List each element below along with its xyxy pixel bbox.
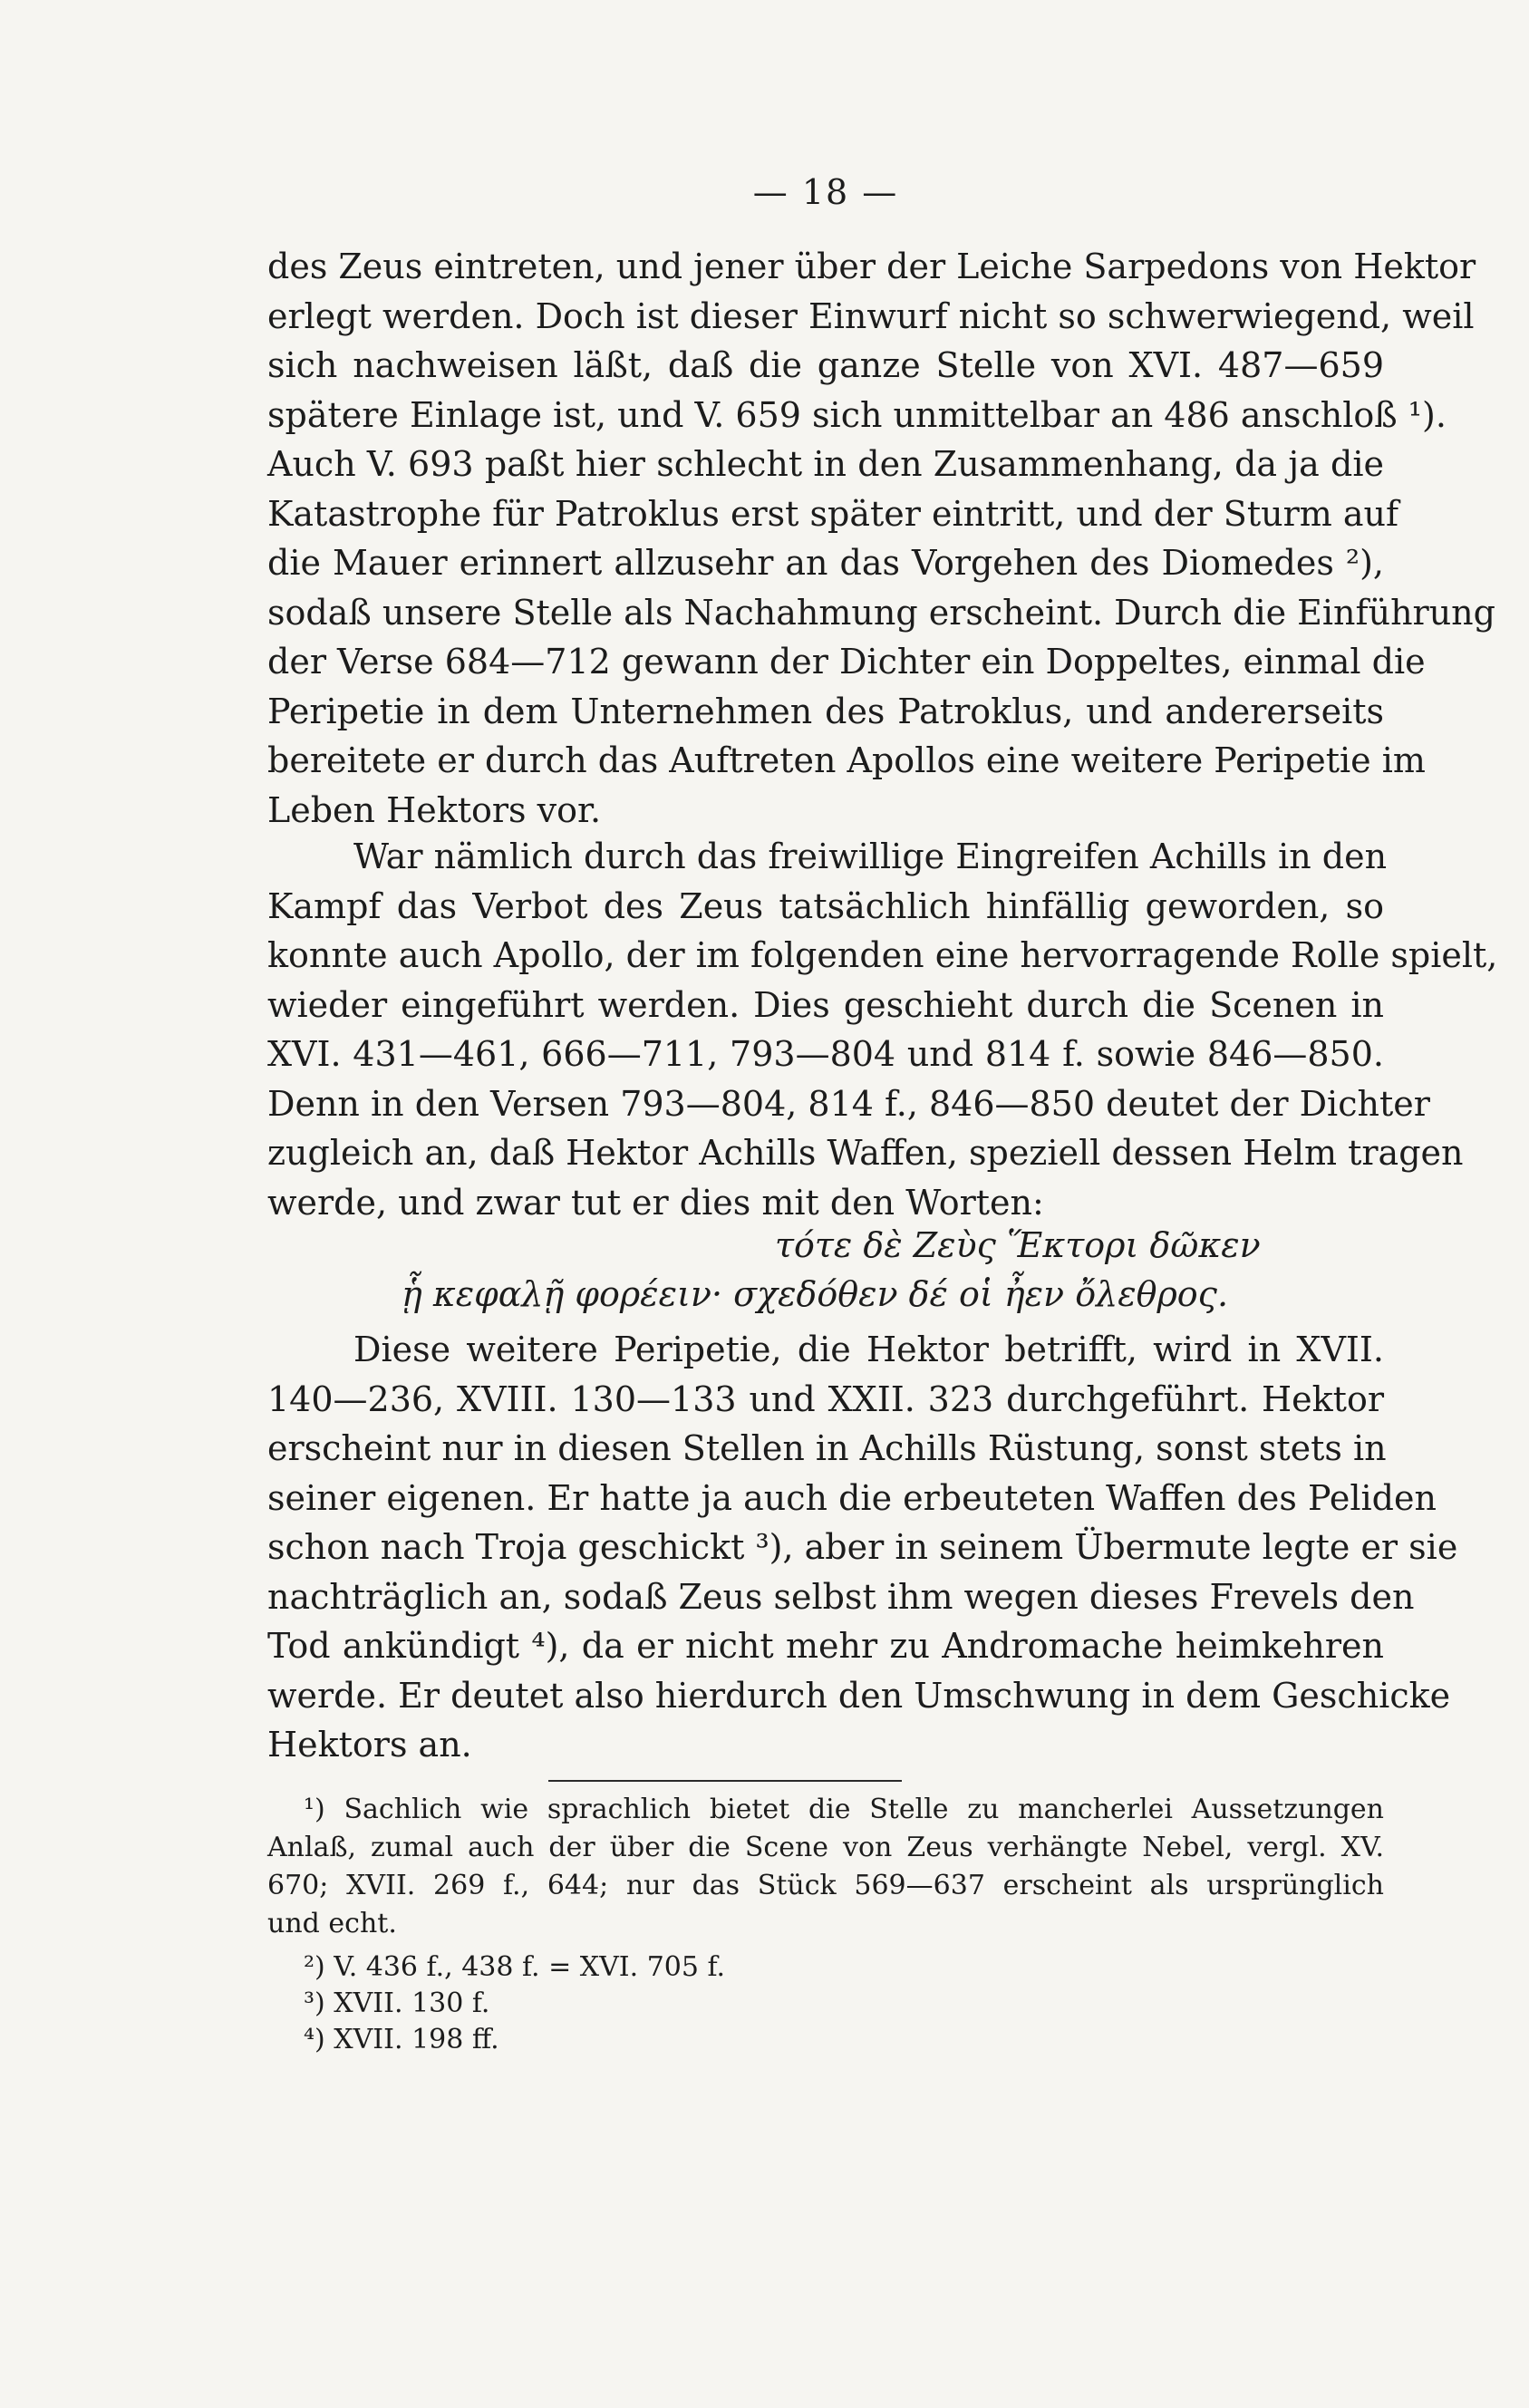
footnote-line: 670; XVII. 269 f., 644; nur das Stück 569—637 erscheint als ursprünglich: [267, 1870, 1384, 1901]
text-line: werde. Er deutet also hierdurch den Umschwung in dem Geschicke: [267, 1675, 1451, 1716]
text-line: wieder eingeführt werden. Dies geschieht durch die Scenen in: [267, 984, 1384, 1025]
footnote-line: ⁴) XVII. 198 ff.: [304, 2024, 499, 2055]
footnote-3: [304, 1985, 1420, 2023]
text-line: konnte auch Apollo, der im folgenden eine hervorragende Rolle spielt,: [267, 935, 1498, 975]
text-line: Diese weitere Peripetie, die Hektor betrifft, wird in XVII.: [353, 1330, 1384, 1369]
footnote-line: Anlaß, zumal auch der über die Scene von Zeus verhängte Nebel, vergl. XV.: [267, 1832, 1384, 1863]
text-line: 140—236, XVIII. 130—133 und XXII. 323 durchgeführt. Hektor: [267, 1378, 1384, 1419]
footnote-line: und echt.: [267, 1908, 397, 1939]
text-line: die Mauer erinnert allzusehr an das Vorgehen des Diomedes ²),: [267, 543, 1384, 583]
paragraph-3: [267, 1325, 1458, 1770]
text-line: Peripetie in dem Unternehmen des Patroklus, und andererseits: [267, 691, 1384, 731]
paragraph-2: [267, 832, 1498, 1227]
footnote-4: [304, 2021, 1420, 2059]
greek-verse-line-1: τότε δὲ Ζεὺς Ἕκτορι δῶκεν: [775, 1225, 1261, 1265]
text-line: des Zeus eintreten, und jener über der Leiche Sarpedons von Hektor: [267, 247, 1476, 286]
paragraph-1: [267, 242, 1495, 835]
text-line: Auch V. 693 paßt hier schlecht in den Zusammenhang, da ja die: [267, 444, 1384, 484]
text-line: Kampf das Verbot des Zeus tatsächlich hinfällig geworden, so: [267, 885, 1384, 926]
text-line: bereitete er durch das Auftreten Apollos eine weitere Peripetie im: [267, 740, 1426, 780]
text-line: zugleich an, daß Hektor Achills Waffen, speziell dessen Helm tragen: [267, 1133, 1464, 1173]
greek-verse-line-2: ᾗ κεφαλῇ φορέειν· σχεδόθεν δέ οἱ ἦεν ὄλεθρος.: [402, 1274, 1229, 1314]
text-line: der Verse 684—712 gewann der Dichter ein Doppeltes, einmal die: [267, 642, 1426, 682]
text-line: nachträglich an, sodaß Zeus selbst ihm wegen dieses Frevels den: [267, 1576, 1415, 1617]
text-line: War nämlich durch das freiwillige Eingreifen Achills in den: [353, 837, 1388, 876]
footnote-line: ³) XVII. 130 f.: [304, 1987, 490, 2019]
text-line: erscheint nur in diesen Stellen in Achills Rüstung, sonst stets in: [267, 1428, 1387, 1468]
text-line: XVI. 431—461, 666—711, 793—804 und 814 f. sowie 846—850.: [267, 1034, 1384, 1074]
text-line: Katastrophe für Patroklus erst später eintritt, und der Sturm auf: [267, 493, 1399, 534]
text-line: erlegt werden. Doch ist dieser Einwurf nicht so schwerwiegend, weil: [267, 295, 1475, 336]
text-line: Denn in den Versen 793—804, 814 f., 846—850 deutet der Dichter: [267, 1083, 1430, 1124]
footnote-line: ²) V. 436 f., 438 f. = XVI. 705 f.: [304, 1951, 726, 1983]
text-line: werde, und zwar tut er dies mit den Worten:: [267, 1182, 1044, 1223]
text-line: seiner eigenen. Er hatte ja auch die erbeuteten Waffen des Peliden: [267, 1477, 1437, 1518]
text-line: spätere Einlage ist, und V. 659 sich unmittelbar an 486 anschloß ¹).: [267, 394, 1447, 435]
footnote-divider: [548, 1780, 902, 1782]
footnote-line: ¹) Sachlich wie sprachlich bietet die Stelle zu mancherlei Aussetzungen: [304, 1794, 1384, 1825]
text-line: Tod ankündigt ⁴), da er nicht mehr zu Andromache heimkehren: [267, 1626, 1384, 1666]
footnote-1: [267, 1791, 1384, 1943]
text-line: Leben Hektors vor.: [267, 789, 602, 830]
text-line: sich nachweisen läßt, daß die ganze Stelle von XVI. 487—659: [267, 345, 1384, 385]
text-line: schon nach Troja geschickt ³), aber in seinem Übermute legte er sie: [267, 1527, 1458, 1567]
text-line: sodaß unsere Stelle als Nachahmung erscheint. Durch die Einführung: [267, 592, 1495, 633]
text-line: Hektors an.: [267, 1725, 472, 1765]
footnote-2: [304, 1949, 1420, 1987]
page-number: — 18 —: [752, 172, 899, 212]
